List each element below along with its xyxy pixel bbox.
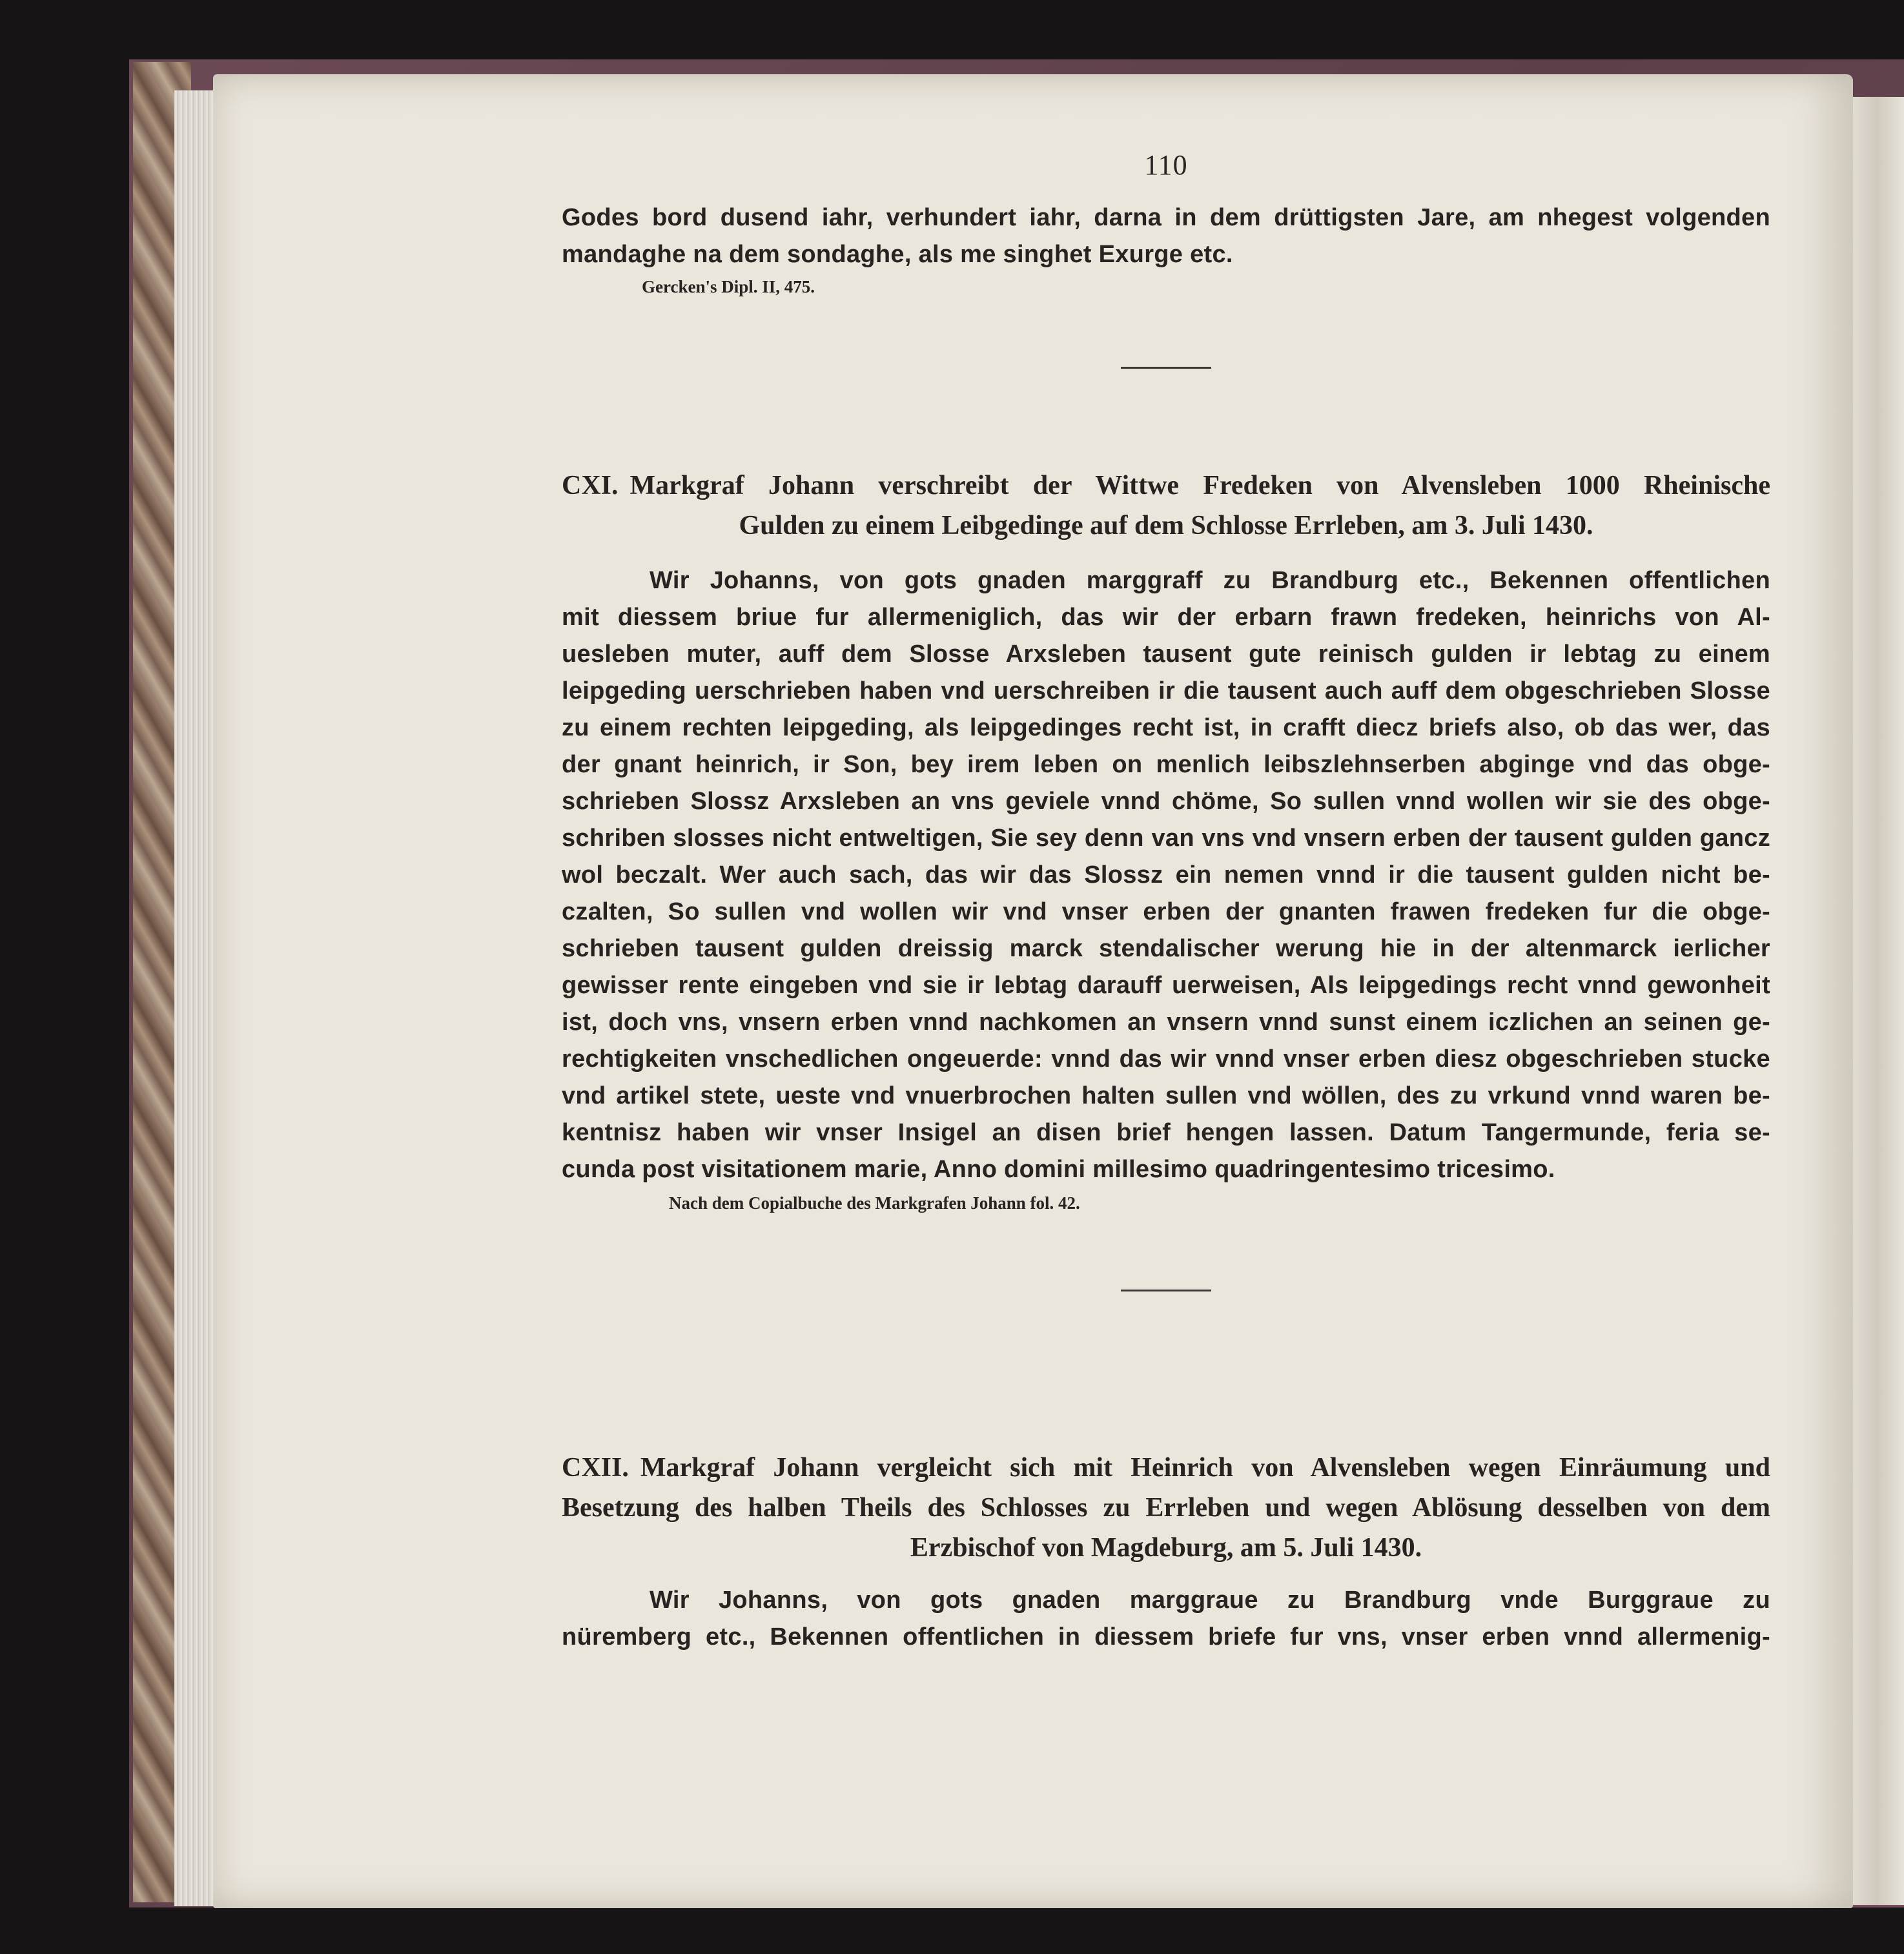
continued-text [562, 200, 1770, 297]
section-body [562, 1582, 1770, 1656]
text-line: schrieben tausent gulden dreissig marck stendalischer werung hie in der altenmarck ierlicher [562, 935, 1770, 962]
section-number: CXI. [562, 471, 619, 500]
section-heading [562, 1448, 1770, 1488]
text-line: rechtigkeiten vnschedlichen ongeuerde: vnnd das wir vnnd vnser erben diesz obgeschrieben stucke [562, 1045, 1770, 1073]
text-line: Wir Johanns, von gots gnaden marggraff zu Brandburg etc., Bekennen offentlichen [650, 567, 1770, 594]
text-line: ist, doch vns, vnsern erben vnnd nachkomen an vnsern vnnd sunst einem iczlichen an seinen ge- [562, 1009, 1770, 1036]
text-line: czalten, So sullen vnd wollen wir vnd vnser erben der gnanten frawen fredeken fur die obge- [562, 898, 1770, 925]
section-heading-line: Gulden zu einem Leibgedinge auf dem Schlosse Errleben, am 3. Juli 1430. [739, 511, 1593, 540]
section-heading-line: Erzbischof von Magdeburg, am 5. Juli 1430. [910, 1533, 1422, 1563]
text-line: leipgeding uerschrieben haben vnd uerschreiben ir die tausent auch auff dem obgeschrieben Slosse [562, 677, 1770, 704]
text-line: der gnant heinrich, ir Son, bey irem leben on menlich leibszlehnserben abginge vnd das obge- [562, 751, 1770, 778]
text-line: cunda post visitationem marie, Anno domini millesimo quadringentesimo tricesimo. [562, 1156, 1555, 1183]
text-line: schrieben Slossz Arxsleben an vns geviele vnnd chöme, So sullen vnnd wollen wir sie des obge- [562, 788, 1770, 815]
text-line: Wir Johanns, von gots gnaden marggraue zu Brandburg vnde Burggraue zu [650, 1587, 1770, 1614]
text-line: zu einem rechten leipgeding, als leipgedinges recht ist, in crafft diecz briefs also, ob das wer, das [562, 714, 1770, 741]
text-line: mit diessem briue fur allermeniglich, das wir der erbarn frawn fredeken, heinrichs von Al- [562, 604, 1770, 631]
source-citation: Gercken's Dipl. II, 475. [642, 277, 815, 296]
text-line: mandaghe na dem sondaghe, als me singhet Exurge etc. [562, 241, 1233, 268]
text-line: Godes bord dusend iahr, verhundert iahr, darna in dem drüttigsten Jare, am nhegest volgenden [562, 204, 1770, 231]
heading-text: Markgraf Johann verschreibt der Wittwe Fredeken von Alvensleben 1000 Rheinische [630, 471, 1770, 500]
section-body [562, 562, 1770, 1188]
document-section-cxii [562, 1448, 1770, 1656]
text-line: kentnisz haben wir vnser Insigel an disen brief hengen lassen. Datum Tangermunde, feria se- [562, 1119, 1770, 1146]
facing-page-edge [1850, 97, 1904, 1905]
page-number: 110 [1144, 149, 1188, 181]
section-heading-line: Besetzung des halben Theils des Schlosses zu Errleben und wegen Ablösung desselben von dem [562, 1493, 1770, 1523]
text-line: nüremberg etc., Bekennen offentlichen in diessem briefe fur vns, vnser erben vnnd allermenig- [562, 1623, 1770, 1651]
document-section-cxi [562, 466, 1770, 1213]
section-number: CXII. [562, 1453, 629, 1483]
source-citation: Nach dem Copialbuche des Markgrafen Johann fol. 42. [669, 1193, 1080, 1213]
page-content [562, 149, 1770, 1656]
heading-text: Markgraf Johann vergleicht sich mit Heinrich von Alvensleben wegen Einräumung und [640, 1453, 1770, 1483]
section-heading [562, 466, 1770, 506]
text-line: gewisser rente eingeben vnd sie ir lebtag darauff uerweisen, Als leipgedings recht vnnd gewonheit [562, 972, 1770, 999]
text-line: uesleben muter, auff dem Slosse Arxsleben tausent gute reinisch gulden ir lebtag zu einem [562, 641, 1770, 668]
text-line: vnd artikel stete, ueste vnd vnuerbrochen halten sullen vnd wöllen, des zu vrkund vnnd waren be- [562, 1082, 1770, 1109]
text-line: wol beczalt. Wer auch sach, das wir das Slossz ein nemen vnnd ir die tausent gulden nicht be- [562, 861, 1770, 889]
text-line: schriben slosses nicht entweltigen, Sie sey denn van vns vnd vnsern erben der tausent gulden gancz [562, 825, 1770, 852]
